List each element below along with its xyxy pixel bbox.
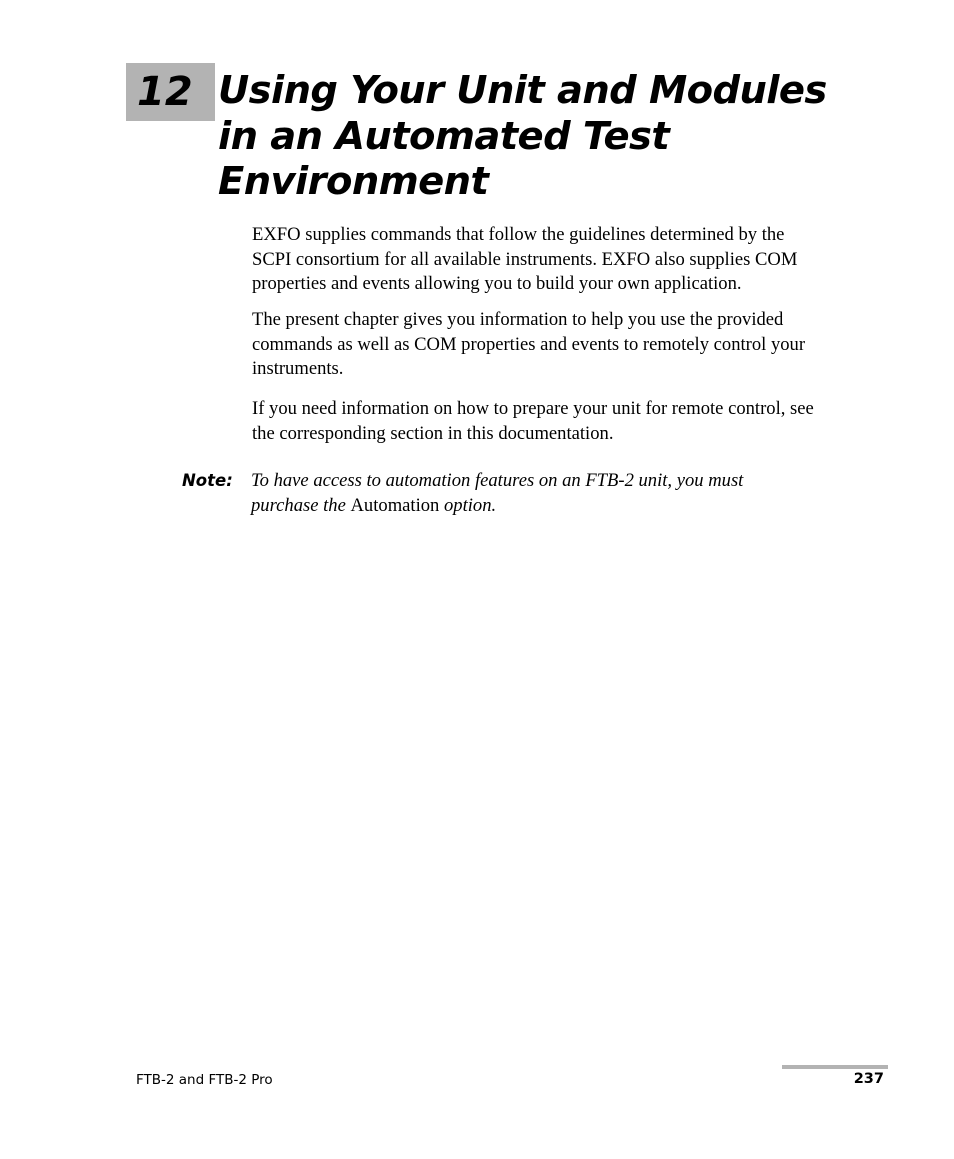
note-label: Note: bbox=[182, 471, 233, 490]
intro-paragraph bbox=[252, 223, 892, 297]
chapter-number: 12 bbox=[137, 69, 193, 115]
paragraph-line: SCPI consortium for all available instruments. EXFO also supplies COM bbox=[252, 248, 798, 270]
chapter-title-line: in an Automated Test bbox=[218, 113, 670, 159]
note-text-segment: purchase the bbox=[251, 495, 351, 516]
paragraph-line: instruments. bbox=[252, 358, 344, 379]
chapter-purpose-paragraph bbox=[252, 308, 892, 382]
footer-product-name: FTB-2 and FTB-2 Pro bbox=[136, 1072, 273, 1088]
paragraph-line: The present chapter gives you information to help you use the provided bbox=[252, 309, 784, 330]
page-number: 237 bbox=[853, 1071, 884, 1087]
chapter-title bbox=[218, 68, 918, 205]
remote-control-paragraph bbox=[252, 397, 892, 446]
chapter-title-line: Environment bbox=[218, 159, 489, 204]
chapter-title-line: Using Your Unit and Modules bbox=[218, 68, 827, 113]
note-line bbox=[251, 493, 891, 518]
paragraph-line: EXFO supplies commands that follow the guidelines determined by the bbox=[252, 224, 785, 245]
note-text-segment: option. bbox=[439, 495, 497, 516]
note-text bbox=[251, 468, 891, 518]
paragraph-line: the corresponding section in this documentation. bbox=[252, 422, 614, 444]
paragraph-line: properties and events allowing you to build your own application. bbox=[252, 273, 742, 294]
paragraph-line: commands as well as COM properties and events to remotely control your bbox=[252, 333, 806, 355]
paragraph-line: If you need information on how to prepare your unit for remote control, see bbox=[252, 398, 814, 419]
note-line: To have access to automation features on an FTB-2 unit, you must bbox=[251, 470, 744, 491]
automation-option-name: Automation bbox=[350, 495, 440, 516]
